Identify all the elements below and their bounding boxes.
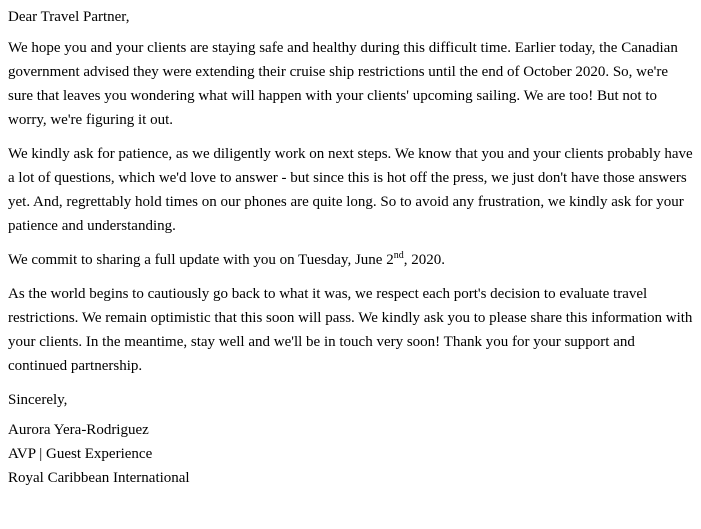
signature-name: Aurora Yera-Rodriguez xyxy=(8,422,149,438)
date-ordinal-suffix: nd xyxy=(393,250,404,261)
letter-closing: Sincerely, xyxy=(8,392,68,408)
paragraph-update-commitment xyxy=(8,248,693,272)
letter-greeting: Dear Travel Partner, xyxy=(8,9,130,25)
update-text-before: We commit to sharing a full update with you on Tuesday, June 2 xyxy=(8,252,394,268)
update-text-after: , 2020. xyxy=(403,252,445,268)
paragraph-optimism: As the world begins to cautiously go back to what it was, we respect each port's decision to evaluate travel restrictions. We remain optimistic that this soon will pass. We kindly ask you to please share this information with your clients. In the meantime, stay well and we'll be in touch very soon! Thank you for your support and continued partnership. xyxy=(8,286,693,374)
paragraph-safety-update: We hope you and your clients are staying safe and healthy during this difficult time. Earlier today, the Canadian government advised they were extending their cruise ship restrictions until the end of October 2020. So, we're sure that leaves you wondering what will happen with your clients' upcoming sailing. We are too! But not to worry, we're figuring it out. xyxy=(8,40,678,128)
paragraph-patience-request: We kindly ask for patience, as we diligently work on next steps. We know that you and your clients probably have a lot of questions, which we'd love to answer - but since this is hot off the press, we just don't have those answers yet. And, regrettably hold times on our phones are quite long. So to avoid any frustration, we kindly ask for your patience and understanding. xyxy=(8,146,693,234)
signature-company: Royal Caribbean International xyxy=(8,470,190,486)
signature-block xyxy=(8,418,693,490)
signature-title: AVP | Guest Experience xyxy=(8,446,153,462)
